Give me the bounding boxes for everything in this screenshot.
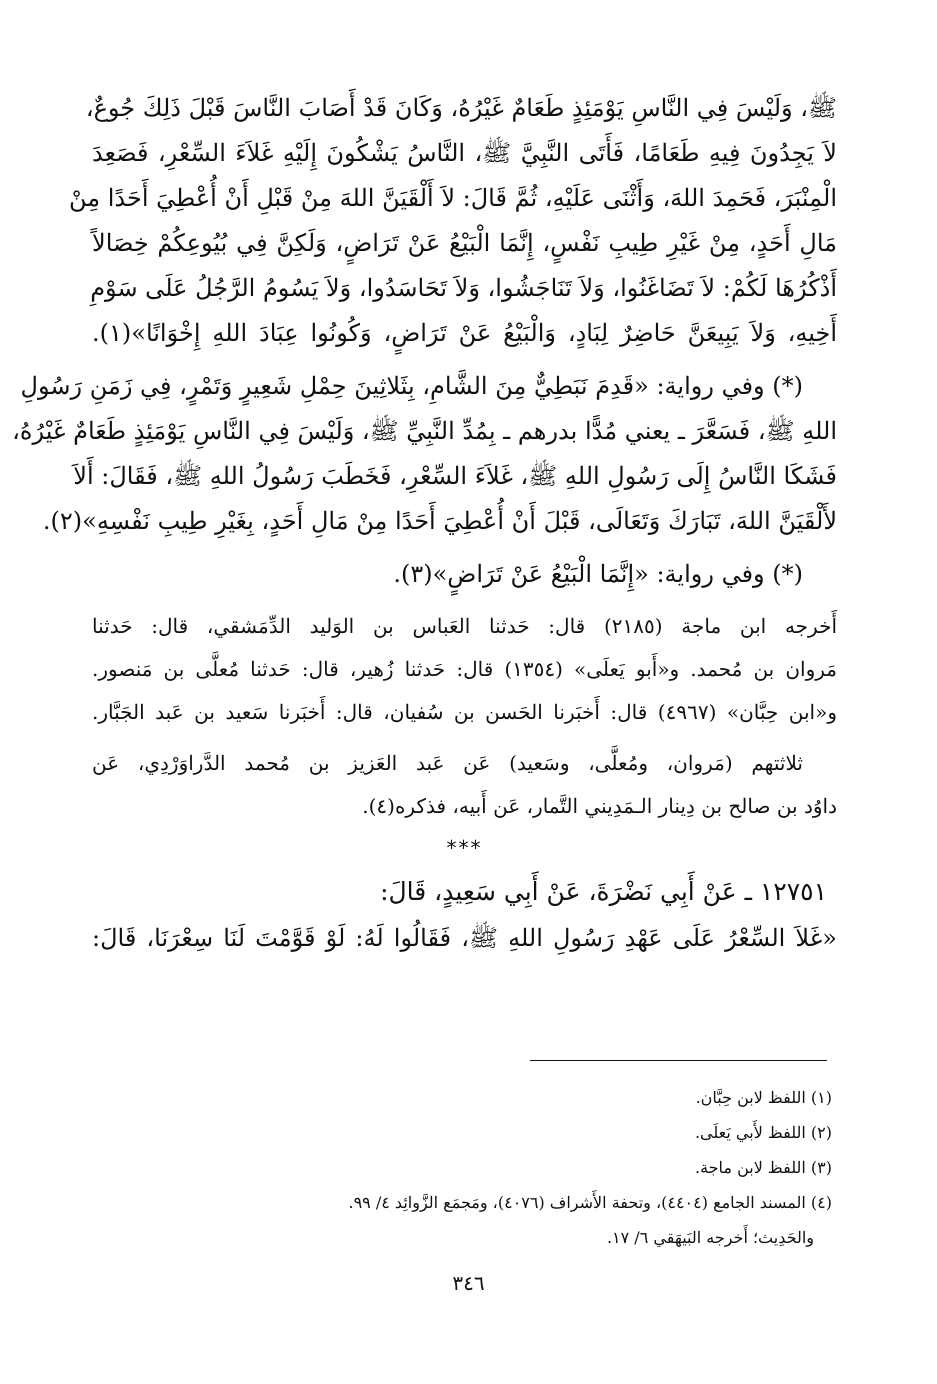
paragraph-1 bbox=[69, 86, 837, 356]
text-line: أَذْكُرُهَا لَكُمْ: لاَ تَضَاغَنُوا، وَلاَ تَنَاجَشُوا، وَلاَ تَحَاسَدُوا، وَلاَ يَسُومُ الرَّجُلُ عَلَى سَوْمِ bbox=[90, 274, 837, 302]
text-line: و«ابن حِبَّان» (٤٩٦٧) قال: أَخبَرنا الحَسن بن سُفيان، قال: أَخبَرنا سَعيد بن عَبد الجَبَّار. bbox=[92, 700, 837, 724]
spacer bbox=[92, 597, 837, 605]
hadith-heading: ١٢٧٥١ ـ عَنْ أَبِي نَضْرَةَ، عَنْ أَبِي سَعِيدٍ، قَالَ: bbox=[380, 877, 827, 906]
text-line: «غَلاَ السِّعْرُ عَلَى عَهْدِ رَسُولِ اللهِ ﷺ، فَقَالُوا لَهُ: لَوْ قَوَّمْتَ لَنَا سِعْرَنَا، قَالَ: bbox=[92, 924, 837, 952]
text-line: ثلاثتهم (مَروان، ومُعلَّى، وسَعيد) عَن عَبد العَزيز بن مُحمد الدَّراوَرْدِي، عَن bbox=[92, 751, 803, 775]
narrators-paragraph bbox=[92, 742, 837, 828]
text-line: أَخرجه ابن ماجة (٢١٨٥) قال: حَدثنا العَباس بن الوَليد الدِّمَشقي، قال: حَدثنا bbox=[92, 614, 837, 638]
footnotes bbox=[120, 1080, 832, 1255]
page-body bbox=[12, 86, 837, 961]
text-line: مَروان بن مُحمد. و«أَبو يَعلَى» (١٣٥٤) قال: حَدثنا زُهير، قال: حَدثنا مُعلَّى بن مَنصور. bbox=[92, 657, 837, 681]
main-text bbox=[12, 86, 837, 961]
footnote-3: (٣) اللفظ لابن ماجة. bbox=[695, 1158, 832, 1177]
text-line: داوُد بن صالح بن دِينار الـمَدِيني التَّمار، عَن أَبيه، فذكره(٤). bbox=[362, 794, 837, 818]
hadith-text bbox=[92, 915, 837, 961]
text-line: اللهِ ﷺ، فَسَعَّرَ ـ يعني مُدًّا بدرهم ـ بِمُدِّ النَّبِيِّ ﷺ، وَلَيْسَ فِي النَّاسِ يَوْمَئِذٍ طَعَامٌ غَيْرُهُ، bbox=[12, 417, 837, 445]
footnote-4: (٤) المسند الجامع (٤٤٠٤)، وتحفة الأَشراف (٤٠٧٦)، ومَجمَع الزَّوائِد ٤/ ٩٩. bbox=[348, 1193, 832, 1212]
text-line: لأَلْقَيَنَّ اللهَ، تَبَارَكَ وَتَعَالَى، قَبْلَ أَنْ أُعْطِيَ أَحَدًا مِنْ مَالِ أَحَدٍ، بِغَيْرِ طِيبِ نَفْسِهِ»(٢). bbox=[42, 507, 837, 535]
text-line: ﷺ، وَلَيْسَ فِي النَّاسِ يَوْمَئِذٍ طَعَامٌ غَيْرُهُ، وَكَانَ قَدْ أَصَابَ النَّاسَ قَبْلَ ذَلِكَ جُوعٌ، bbox=[85, 94, 837, 122]
footnote-2: (٢) اللفظ لأَبي يَعلَى. bbox=[694, 1123, 832, 1142]
text-line: أَخِيهِ، وَلاَ يَبِيعَنَّ حَاضِرٌ لِبَادٍ، وَالْبَيْعُ عَنْ تَرَاضٍ، وَكُونُوا عِبَادَ اللهِ إِخْوَانًا»(١). bbox=[92, 319, 837, 347]
spacer bbox=[92, 734, 837, 742]
spacer bbox=[92, 356, 837, 364]
footnote-1: (١) اللفظ لابن حِبَّان. bbox=[695, 1088, 832, 1107]
footnote-4-continuation: والحَدِيث؛ أَخرجه البَيهَقي ٦/ ١٧. bbox=[606, 1228, 814, 1247]
text-line: (*) وفي رواية: «قَدِمَ نَبَطِيٌّ مِنَ الشَّامِ، بِثَلاثِينَ حِمْلِ شَعِيرٍ وَتَمْرٍ، فِي زَمَنِ رَسُولِ bbox=[20, 372, 803, 400]
paragraph-2 bbox=[12, 364, 837, 544]
text-line: الْمِنْبَرَ، فَحَمِدَ اللهَ، وَأَثْنَى عَلَيْهِ، ثُمَّ قَالَ: لاَ أَلْقَيَنَّ اللهَ مِنْ قَبْلِ أَنْ أُعْطِيَ أَحَدًا مِنْ bbox=[69, 184, 837, 212]
section-separator: *** bbox=[446, 836, 483, 860]
text-line: فَشَكَا النَّاسُ إِلَى رَسُولِ اللهِ ﷺ، غَلاَءَ السِّعْرِ، فَخَطَبَ رَسُولُ اللهِ ﷺ، فَقَالَ: أَلاَ bbox=[73, 462, 837, 490]
footnote-divider bbox=[530, 1060, 827, 1061]
page-number: ٣٤٦ bbox=[452, 1271, 485, 1295]
text-line: مَالِ أَحَدٍ، مِنْ غَيْرِ طِيبِ نَفْسٍ، إِنَّمَا الْبَيْعُ عَنْ تَرَاضٍ، وَلَكِنَّ فِي بُيُوعِكُمْ خِصَالاً bbox=[92, 229, 837, 257]
sources-paragraph bbox=[92, 605, 837, 734]
spacer bbox=[92, 544, 837, 552]
paragraph-3: (*) وفي رواية: «إِنَّمَا الْبَيْعُ عَنْ تَرَاضٍ»(٣). bbox=[393, 560, 803, 588]
text-line: لاَ يَجِدُونَ فِيهِ طَعَامًا، فَأَتَى النَّبِيَّ ﷺ، النَّاسُ يَشْكُونَ إِلَيْهِ غَلاَءَ السِّعْرِ، فَصَعِدَ bbox=[92, 139, 837, 167]
